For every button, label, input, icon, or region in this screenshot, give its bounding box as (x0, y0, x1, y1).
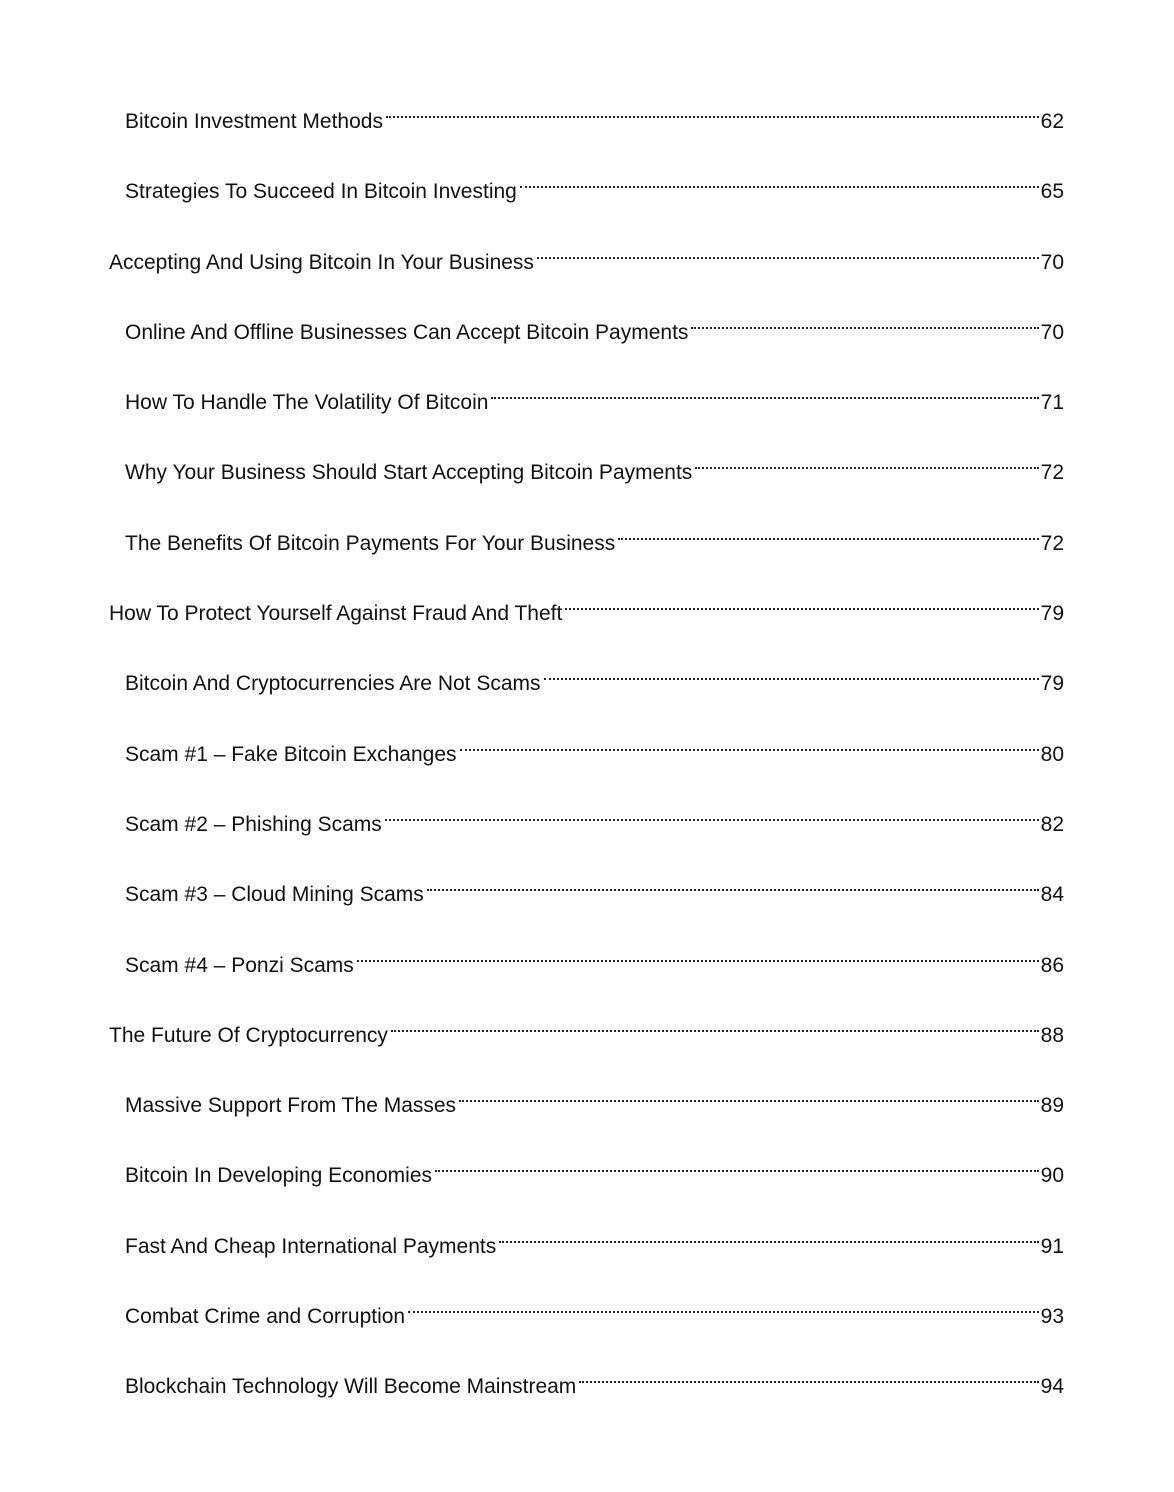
toc-dot-leader (460, 721, 1039, 761)
toc-entry-page: 79 (1040, 602, 1064, 626)
toc-entry[interactable] (109, 439, 1064, 509)
toc-dot-leader (691, 299, 1038, 339)
toc-entry[interactable] (109, 158, 1064, 228)
toc-entry[interactable] (109, 1353, 1064, 1423)
toc-entry-title: The Future Of Cryptocurrency (109, 1023, 388, 1047)
toc-entry-title: Scam #3 – Cloud Mining Scams (125, 883, 424, 907)
toc-entry-title: Combat Crime and Corruption (125, 1305, 406, 1329)
toc-entry-title: Scam #4 – Ponzi Scams (125, 953, 354, 977)
toc-dot-leader (565, 580, 1038, 620)
table-of-contents (109, 88, 1064, 1424)
toc-entry-page: 71 (1040, 391, 1064, 415)
toc-entry[interactable] (109, 1072, 1064, 1142)
toc-entry-title: Scam #2 – Phishing Scams (125, 812, 382, 836)
toc-entry-title: Online And Offline Businesses Can Accept Bitcoin Payments (125, 320, 689, 344)
toc-entry-page: 62 (1040, 110, 1064, 133)
toc-entry-title: Bitcoin Investment Methods (125, 110, 383, 133)
toc-entry[interactable] (109, 791, 1064, 861)
toc-entry-page: 70 (1040, 250, 1064, 274)
toc-entry-page: 91 (1040, 1234, 1064, 1258)
toc-entry[interactable] (109, 229, 1064, 299)
toc-entry-page: 65 (1040, 180, 1064, 204)
toc-dot-leader (579, 1353, 1038, 1393)
toc-entry-page: 89 (1040, 1094, 1064, 1118)
toc-dot-leader (385, 791, 1039, 831)
toc-dot-leader (618, 510, 1038, 550)
toc-entry[interactable] (109, 1142, 1064, 1212)
toc-dot-leader (520, 158, 1039, 198)
toc-entry[interactable] (109, 1213, 1064, 1283)
toc-entry-page: 93 (1040, 1305, 1064, 1329)
toc-entry[interactable] (109, 861, 1064, 931)
toc-entry-title: Accepting And Using Bitcoin In Your Business (109, 250, 534, 274)
toc-entry-title: Scam #1 – Fake Bitcoin Exchanges (125, 742, 457, 766)
toc-entry-page: 79 (1040, 672, 1064, 696)
toc-entry-page: 70 (1040, 320, 1064, 344)
toc-dot-leader (386, 88, 1039, 128)
toc-entry[interactable] (109, 299, 1064, 369)
toc-entry-title: How To Handle The Volatility Of Bitcoin (125, 391, 489, 415)
toc-dot-leader (544, 650, 1039, 690)
toc-entry-title: Massive Support From The Masses (125, 1094, 457, 1118)
toc-entry-page: 88 (1040, 1023, 1064, 1047)
toc-dot-leader (435, 1142, 1039, 1182)
toc-entry-page: 84 (1040, 883, 1064, 907)
toc-dot-leader (695, 439, 1038, 479)
toc-dot-leader (408, 1283, 1039, 1323)
toc-dot-leader (357, 932, 1039, 972)
toc-entry[interactable] (109, 932, 1064, 1002)
toc-entry-title: Bitcoin In Developing Economies (125, 1164, 433, 1188)
toc-dot-leader (491, 369, 1038, 409)
toc-entry-title: The Benefits Of Bitcoin Payments For Your Business (125, 531, 616, 555)
toc-entry[interactable] (109, 580, 1064, 650)
toc-entry[interactable] (109, 369, 1064, 439)
toc-dot-leader (427, 861, 1039, 901)
toc-entry-page: 94 (1040, 1375, 1064, 1399)
toc-entry[interactable] (109, 721, 1064, 791)
toc-entry-title: Fast And Cheap International Payments (125, 1234, 497, 1258)
toc-entry-title: How To Protect Yourself Against Fraud And Theft (109, 602, 563, 626)
toc-entry[interactable] (109, 650, 1064, 720)
toc-entry-page: 72 (1040, 461, 1064, 485)
toc-entry-page: 82 (1040, 812, 1064, 836)
toc-dot-leader (537, 229, 1039, 269)
toc-entry-page: 90 (1040, 1164, 1064, 1188)
toc-dot-leader (459, 1072, 1039, 1112)
toc-entry[interactable] (109, 1002, 1064, 1072)
toc-dot-leader (391, 1002, 1039, 1042)
toc-entry-page: 86 (1040, 953, 1064, 977)
toc-entry-title: Bitcoin And Cryptocurrencies Are Not Scams (125, 672, 541, 696)
toc-entry[interactable] (109, 1283, 1064, 1353)
toc-entry-page: 80 (1040, 742, 1064, 766)
toc-dot-leader (499, 1213, 1038, 1253)
toc-entry-title: Why Your Business Should Start Accepting Bitcoin Payments (125, 461, 693, 485)
toc-entry-page: 72 (1040, 531, 1064, 555)
toc-entry-title: Blockchain Technology Will Become Mainstream (125, 1375, 577, 1399)
toc-entry[interactable] (109, 510, 1064, 580)
toc-entry[interactable] (109, 88, 1064, 158)
toc-entry-title: Strategies To Succeed In Bitcoin Investing (125, 180, 517, 204)
